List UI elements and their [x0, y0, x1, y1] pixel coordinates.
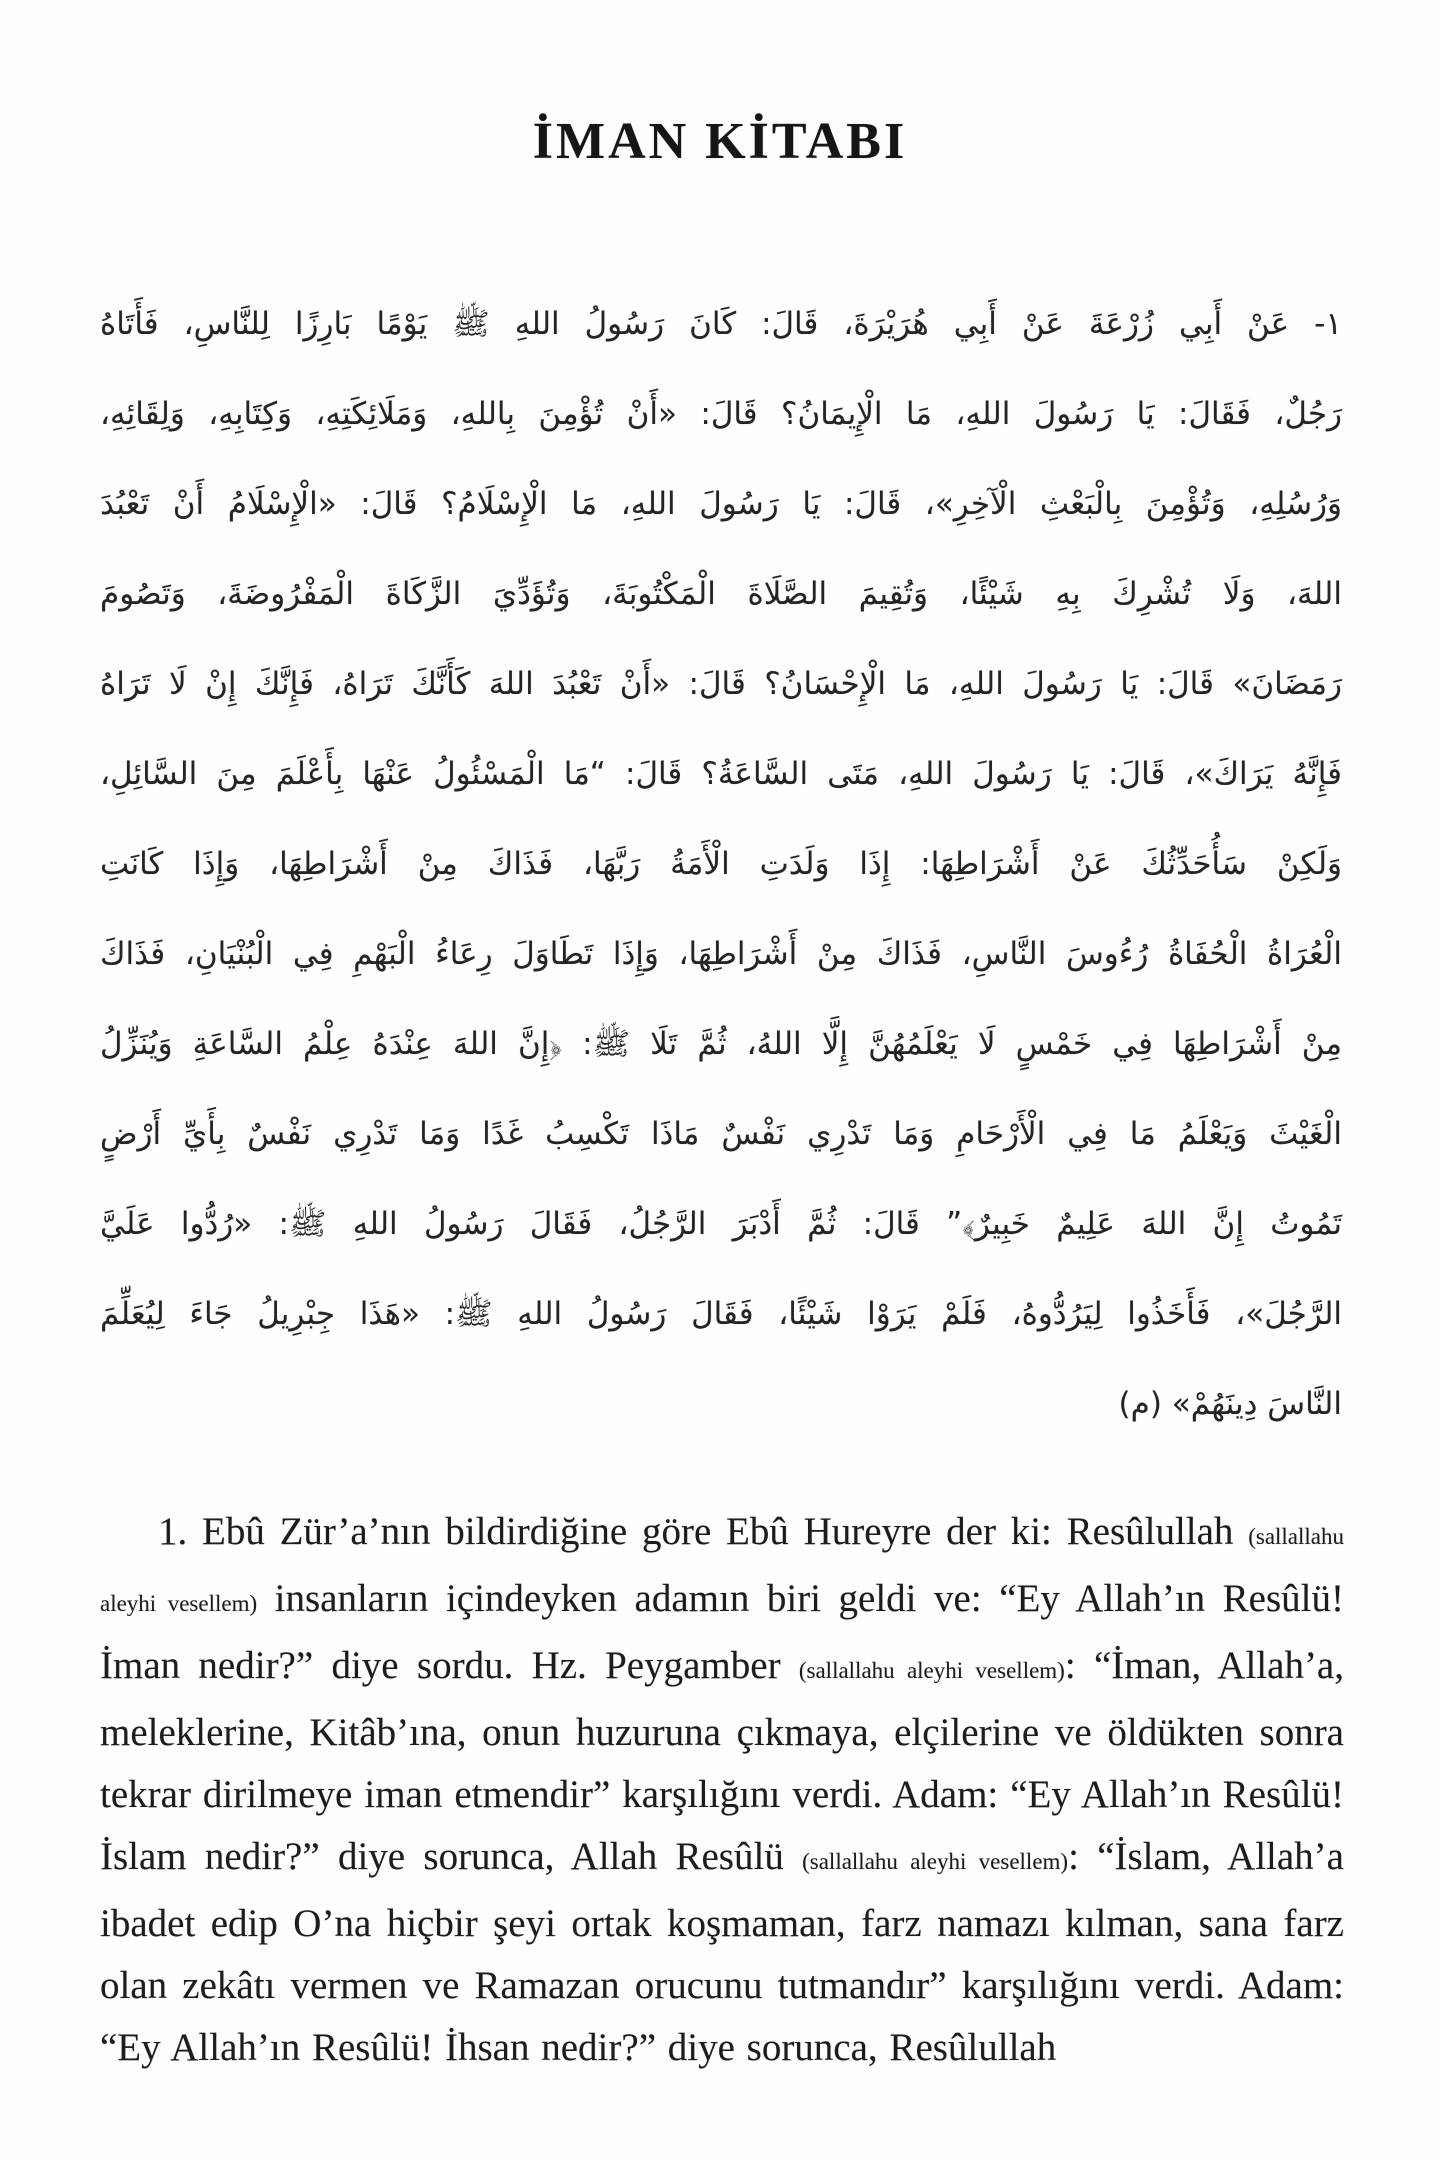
- arabic-line: ١- عَنْ أَبِي زُرْعَةَ عَنْ أَبِي هُرَيْرَةَ، قَالَ: كَانَ رَسُولُ اللهِ ﷺ يَوْمًا بَارِزًا لِلنَّاسِ، فَأَتَاهُ: [100, 306, 1342, 342]
- honorific-small-text: (sallallahu aleyhi vesellem): [100, 1524, 1344, 1616]
- arabic-line: اللهَ، وَلَا تُشْرِكَ بِهِ شَيْئًا، وَتُقِيمَ الصَّلَاةَ الْمَكْتُوبَةَ، وَتُؤَدِّيَ الزَّكَاةَ الْمَفْرُوضَةَ، وَتَصُومَ: [100, 576, 1342, 612]
- turkish-text-segment: 1. Ebû Zür’a’nın bildirdiğine göre Ebû Hureyre der ki: Resûlullah: [158, 1510, 1249, 1553]
- turkish-translation-paragraph: [100, 1501, 1344, 2079]
- turkish-text-segment: : “İman, Allah’a, meleklerine, Kitâb’ına, onun huzuruna çıkmaya, elçilerine ve öldükten sonra tekrar dirilmeye iman etmendir” karşılığını verdi. Adam: “Ey Allah’ın Resûlü! İslam nedir?” diye sorunca, Allah Resûlü: [100, 1644, 1344, 1878]
- turkish-text-segment: insanların içindeyken adamın biri geldi ve: “Ey Allah’ın Resûlü! İman nedir?” diye sordu. Hz. Peygamber: [100, 1577, 1344, 1687]
- arabic-line: الرَّجُلَ»، فَأَخَذُوا لِيَرُدُّوهُ، فَلَمْ يَرَوْا شَيْئًا، فَقَالَ رَسُولُ اللهِ ﷺ: «هَذَا جِبْرِيلُ جَاءَ لِيُعَلِّمَ: [100, 1296, 1342, 1332]
- arabic-line: وَلَكِنْ سَأُحَدِّثُكَ عَنْ أَشْرَاطِهَا: إِذَا وَلَدَتِ الْأَمَةُ رَبَّهَا، فَذَاكَ مِنْ أَشْرَاطِهَا، وَإِذَا كَانَتِ: [100, 846, 1342, 882]
- arabic-line: رَمَضَانَ» قَالَ: يَا رَسُولَ اللهِ، مَا الْإِحْسَانُ؟ قَالَ: «أَنْ تَعْبُدَ اللهَ كَأَنَّكَ تَرَاهُ، فَإِنَّكَ إِنْ لَا تَرَاهُ: [100, 666, 1342, 702]
- turkish-text-segment: : “İslam, Allah’a ibadet edip O’na hiçbir şeyi ortak koşmaman, farz namazı kılman, sana farz olan zekâtı vermen ve Ramazan orucunu tutmandır” karşılığını verdi. Adam: “Ey Allah’ın Resûlü! İhsan nedir?” diye sorunca, Resûlullah: [100, 1835, 1344, 2069]
- arabic-line: الْغَيْثَ وَيَعْلَمُ مَا فِي الْأَرْحَامِ وَمَا تَدْرِي نَفْسٌ مَاذَا تَكْسِبُ غَدًا وَمَا تَدْرِي نَفْسٌ بِأَيِّ أَرْضٍ: [100, 1116, 1342, 1152]
- arabic-line: رَجُلٌ، فَقَالَ: يَا رَسُولَ اللهِ، مَا الْإِيمَانُ؟ قَالَ: «أَنْ تُؤْمِنَ بِاللهِ، وَمَلَائِكَتِهِ، وَكِتَابِهِ، وَلِقَائِهِ،: [100, 396, 1342, 432]
- honorific-small-text: (sallallahu aleyhi vesellem): [802, 1849, 1069, 1874]
- arabic-line-source-marker: النَّاسَ دِينَهُمْ» (م): [1118, 1386, 1342, 1422]
- arabic-line: وَرُسُلِهِ، وَتُؤْمِنَ بِالْبَعْثِ الْآخِرِ»، قَالَ: يَا رَسُولَ اللهِ، مَا الْإِسْلَامُ؟ قَالَ: «الْإِسْلَامُ أَنْ تَعْبُدَ: [100, 486, 1342, 522]
- arabic-line: الْعُرَاةُ الْحُفَاةُ رُءُوسَ النَّاسِ، فَذَاكَ مِنْ أَشْرَاطِهَا، وَإِذَا تَطَاوَلَ رِعَاءُ الْبَهْمِ فِي الْبُنْيَانِ، فَذَاكَ: [100, 936, 1342, 972]
- honorific-small-text: (sallallahu aleyhi vesellem): [798, 1658, 1065, 1683]
- arabic-line: تَمُوتُ إِنَّ اللهَ عَلِيمٌ خَبِيرٌ﴾” قَالَ: ثُمَّ أَدْبَرَ الرَّجُلُ، فَقَالَ رَسُولُ اللهِ ﷺ: «رُدُّوا عَلَيَّ: [100, 1206, 1342, 1242]
- arabic-hadith-block: [100, 279, 1342, 1449]
- page-title: İMAN KİTABI: [532, 113, 908, 170]
- arabic-line: مِنْ أَشْرَاطِهَا فِي خَمْسٍ لَا يَعْلَمُهُنَّ إِلَّا اللهُ، ثُمَّ تَلَا ﷺ: ﴿إِنَّ اللهَ عِنْدَهُ عِلْمُ السَّاعَةِ وَيُنَزِّلُ: [100, 1026, 1342, 1062]
- arabic-line: فَإِنَّهُ يَرَاكَ»، قَالَ: يَا رَسُولَ اللهِ، مَتَى السَّاعَةُ؟ قَالَ: “مَا الْمَسْئُولُ عَنْهَا بِأَعْلَمَ مِنَ السَّائِلِ،: [100, 756, 1342, 792]
